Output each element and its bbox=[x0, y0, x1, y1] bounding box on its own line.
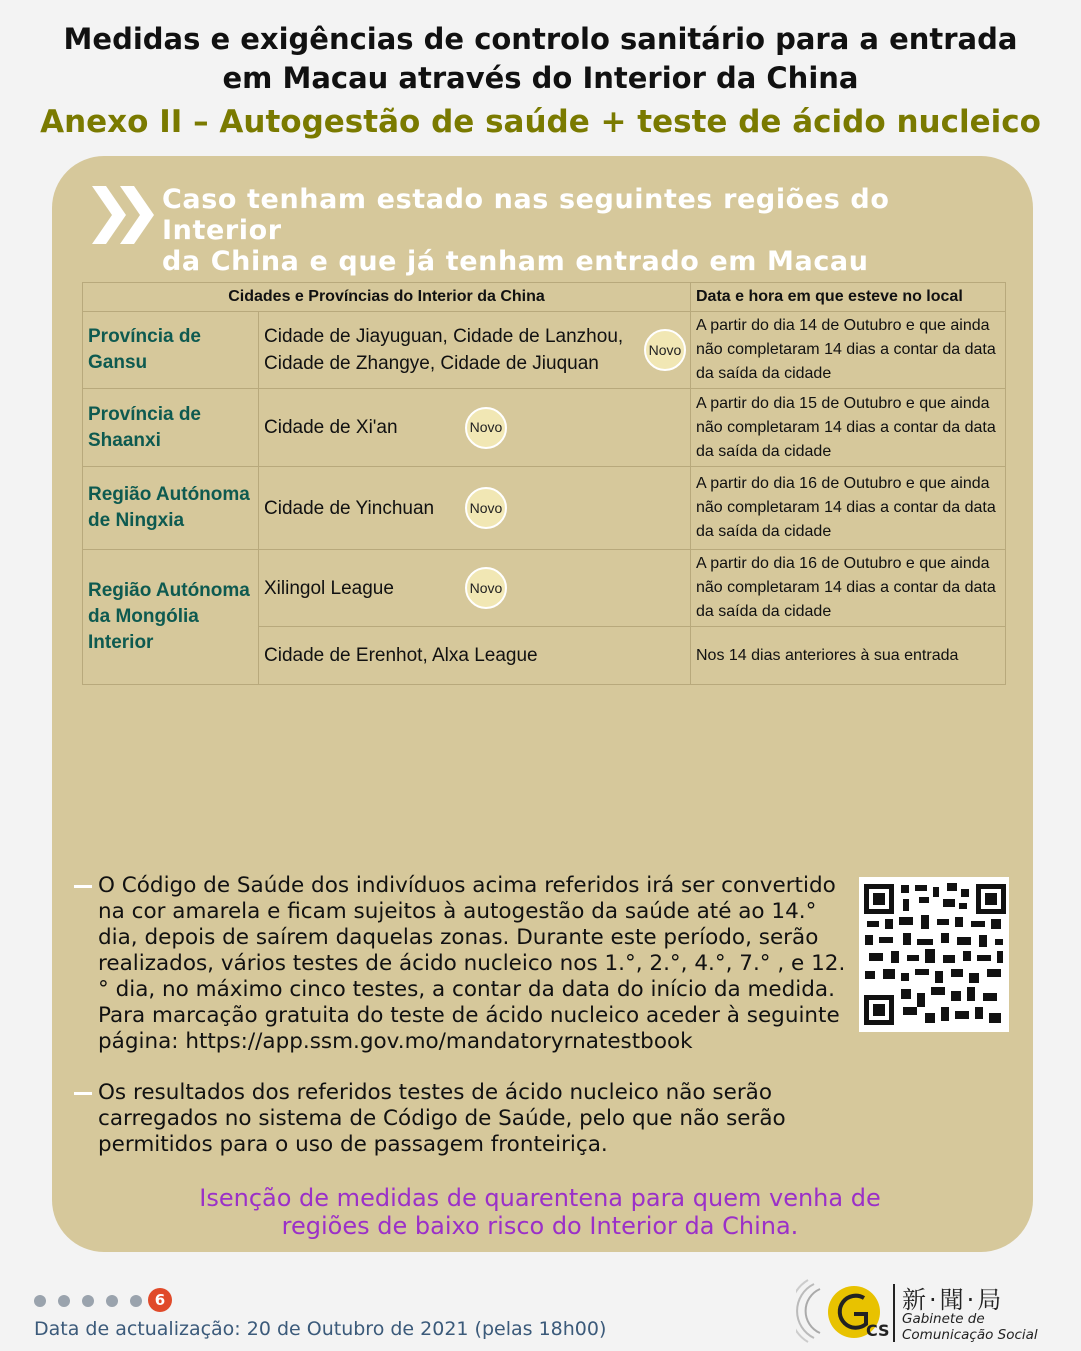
city-text: Cidade de Xi'an bbox=[264, 417, 398, 438]
city-cell bbox=[259, 467, 691, 550]
city-cell: Cidade de Erenhot, Alxa League bbox=[259, 627, 691, 685]
novo-badge: Novo bbox=[465, 487, 507, 529]
logo-line-1: Gabinete de bbox=[902, 1311, 985, 1327]
city-cell bbox=[259, 312, 691, 389]
note-2 bbox=[74, 1080, 854, 1158]
logo-chinese-text: 新·聞·局 bbox=[902, 1286, 1005, 1314]
city-text: Xilingol League bbox=[264, 577, 394, 599]
title-line-2: em Macau através do Interior da China bbox=[222, 61, 859, 95]
qr-code-icon[interactable] bbox=[859, 877, 1009, 1032]
dash-marker bbox=[74, 885, 92, 888]
section-heading bbox=[162, 184, 1002, 277]
novo-badge: Novo bbox=[465, 407, 507, 449]
logo-text bbox=[902, 1311, 1038, 1343]
exemption-line-1: Isenção de medidas de quarentena para quem venha de bbox=[199, 1184, 881, 1212]
note-2-text: Os resultados dos referidos testes de ácido nucleico não serão carregados no sistema de Código de Saúde, pelo que não serão permitidos para o uso de passagem fronteiriça. bbox=[98, 1080, 786, 1157]
date-cell: Nos 14 dias anteriores à sua entrada bbox=[691, 627, 1006, 685]
page-dot[interactable] bbox=[130, 1295, 142, 1307]
update-date: Data de actualização: 20 de Outubro de 2021 (pelas 18h00) bbox=[34, 1318, 607, 1340]
title-line-1: Medidas e exigências de controlo sanitário para a entrada bbox=[63, 22, 1018, 56]
section-heading-line-1: Caso tenham estado nas seguintes regiões do Interior bbox=[162, 184, 890, 246]
page-dot[interactable] bbox=[106, 1295, 118, 1307]
svg-text:CS: CS bbox=[866, 1321, 890, 1340]
exemption-note bbox=[150, 1184, 930, 1240]
city-cell bbox=[259, 389, 691, 467]
novo-badge: Novo bbox=[465, 567, 507, 609]
city-text: Cidade de Jiayuguan, Cidade de Lanzhou, Cidade de Zhangye, Cidade de Jiuquan bbox=[264, 326, 624, 374]
qr-code-graphic bbox=[859, 877, 1009, 1032]
logo-line-2: Comunicação Social bbox=[902, 1327, 1038, 1343]
note-1-text: O Código de Saúde dos indivíduos acima referidos irá ser convertido na cor amarela e ficam sujeitos à autogestão da saúde até ao 14.° dia, depois de saírem daquelas zonas. Durante este período, serão realizados, vários testes de ácido nucleico nos 1.°, 2.°, 4.°, 7.° , e 12.° dia, no máximo cinco testes, a contar da data do início da medida. Para marcação gratuita do teste de ácido nucleico aceder à seguinte página: https://app.ssm.gov.mo/mandatoryrnatestbook bbox=[98, 873, 846, 1054]
table-row bbox=[83, 389, 1006, 467]
province-cell: Província de Shaanxi bbox=[83, 389, 259, 467]
column-header-regions: Cidades e Províncias do Interior da China bbox=[83, 283, 691, 312]
table-row bbox=[83, 467, 1006, 550]
dash-marker bbox=[74, 1092, 92, 1095]
province-cell: Província de Gansu bbox=[83, 312, 259, 389]
province-cell: Região Autónoma da Mongólia Interior bbox=[83, 550, 259, 685]
current-page-badge[interactable]: 6 bbox=[148, 1288, 172, 1312]
page-dot[interactable] bbox=[34, 1295, 46, 1307]
city-text: Cidade de Yinchuan bbox=[264, 497, 435, 519]
date-cell: A partir do dia 16 de Outubro e que ainda não completaram 14 dias a contar da data da saída da cidade bbox=[691, 467, 1006, 550]
province-cell: Região Autónoma de Ningxia bbox=[83, 467, 259, 550]
table-row bbox=[83, 312, 1006, 389]
date-cell: A partir do dia 15 de Outubro e que ainda não completaram 14 dias a contar da data da saída da cidade bbox=[691, 389, 1006, 467]
page-title bbox=[0, 20, 1081, 98]
date-cell: A partir do dia 14 de Outubro e que ainda não completaram 14 dias a contar da data da saída da cidade bbox=[691, 312, 1006, 389]
table-header-row bbox=[83, 283, 1006, 312]
column-header-date: Data e hora em que esteve no local bbox=[691, 283, 1006, 312]
date-cell: A partir do dia 16 de Outubro e que ainda não completaram 14 dias a contar da data da saída da cidade bbox=[691, 550, 1006, 627]
novo-badge: Novo bbox=[644, 329, 686, 371]
section-heading-line-2: da China e que já tenham entrado em Macau bbox=[162, 246, 869, 277]
table-row bbox=[83, 550, 1006, 627]
note-1 bbox=[74, 873, 854, 1055]
regions-table bbox=[82, 282, 1006, 685]
page-subtitle: Anexo II – Autogestão de saúde + teste de ácido nucleico bbox=[40, 104, 1041, 140]
page-dot[interactable] bbox=[58, 1295, 70, 1307]
city-cell bbox=[259, 550, 691, 627]
double-chevron-icon bbox=[92, 186, 156, 244]
page-dot[interactable] bbox=[82, 1295, 94, 1307]
exemption-line-2: regiões de baixo risco do Interior da China. bbox=[281, 1212, 799, 1240]
